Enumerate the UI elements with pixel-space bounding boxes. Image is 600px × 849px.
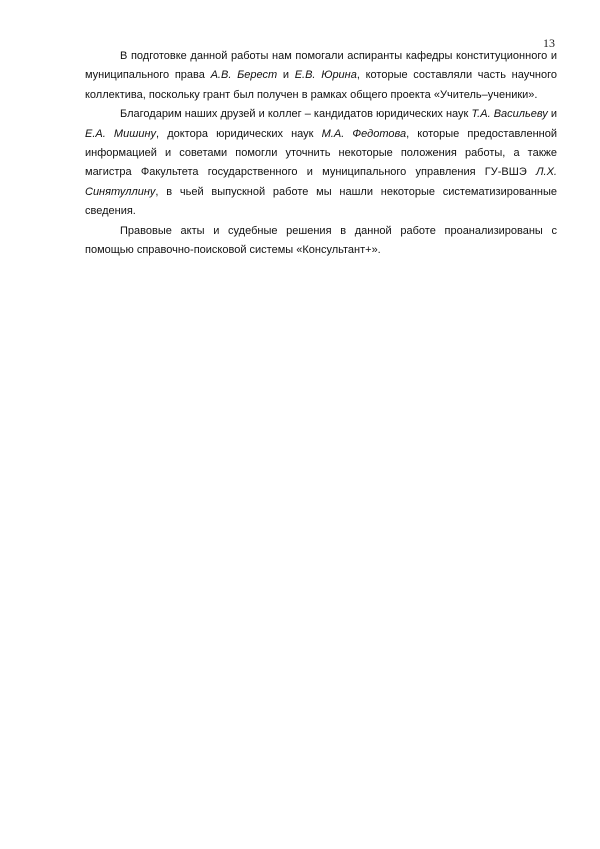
text-segment: , доктора юридических наук — [156, 127, 322, 140]
text-segment: и — [277, 69, 295, 82]
page-number: 13 — [543, 36, 555, 50]
text-segment: В подготовке данной работы нам помогали аспиранты кафедры конституционного и муниципального права — [85, 50, 557, 82]
paragraph-acknowledgement-aspirants — [85, 47, 557, 105]
author-name-fedotov: М.А. Федотова — [321, 127, 407, 140]
body-text — [85, 47, 557, 260]
text-segment: , в чьей выпускной работе мы нашли некоторые систематизированные сведения. — [85, 185, 557, 218]
text-segment: , которые составляли часть научного коллектива, поскольку грант был получен в рамках общего проекта «Учитель–ученики». — [85, 69, 558, 101]
text-segment: , которые предоставленной информацией и советами помогли уточнить некоторые положения работы, а также магистра Факультета государственного и муниципального управления ГУ-ВШЭ — [85, 127, 557, 179]
text-segment: Правовые акты и судебные решения в данной работе проанализированы с помощью справочно-поисковой системы «Консультант+». — [85, 224, 557, 257]
paragraph-acknowledgement-colleagues — [85, 105, 557, 221]
paragraph-legal-sources — [85, 222, 557, 261]
text-segment: Благодарим наших друзей и коллег – кандидатов юридических наук — [120, 108, 472, 121]
author-name-sinyatullina: Л.Х. Синятуллину — [85, 166, 557, 198]
author-name-vasilyeva: Т.А. Васильеву — [471, 108, 548, 121]
text-segment: и — [547, 108, 558, 121]
author-name-yurina: Е.В. Юрина — [294, 69, 357, 82]
author-name-mishina: Е.А. Мишину — [85, 127, 157, 140]
author-name-berest: А.В. Берест — [210, 69, 278, 82]
